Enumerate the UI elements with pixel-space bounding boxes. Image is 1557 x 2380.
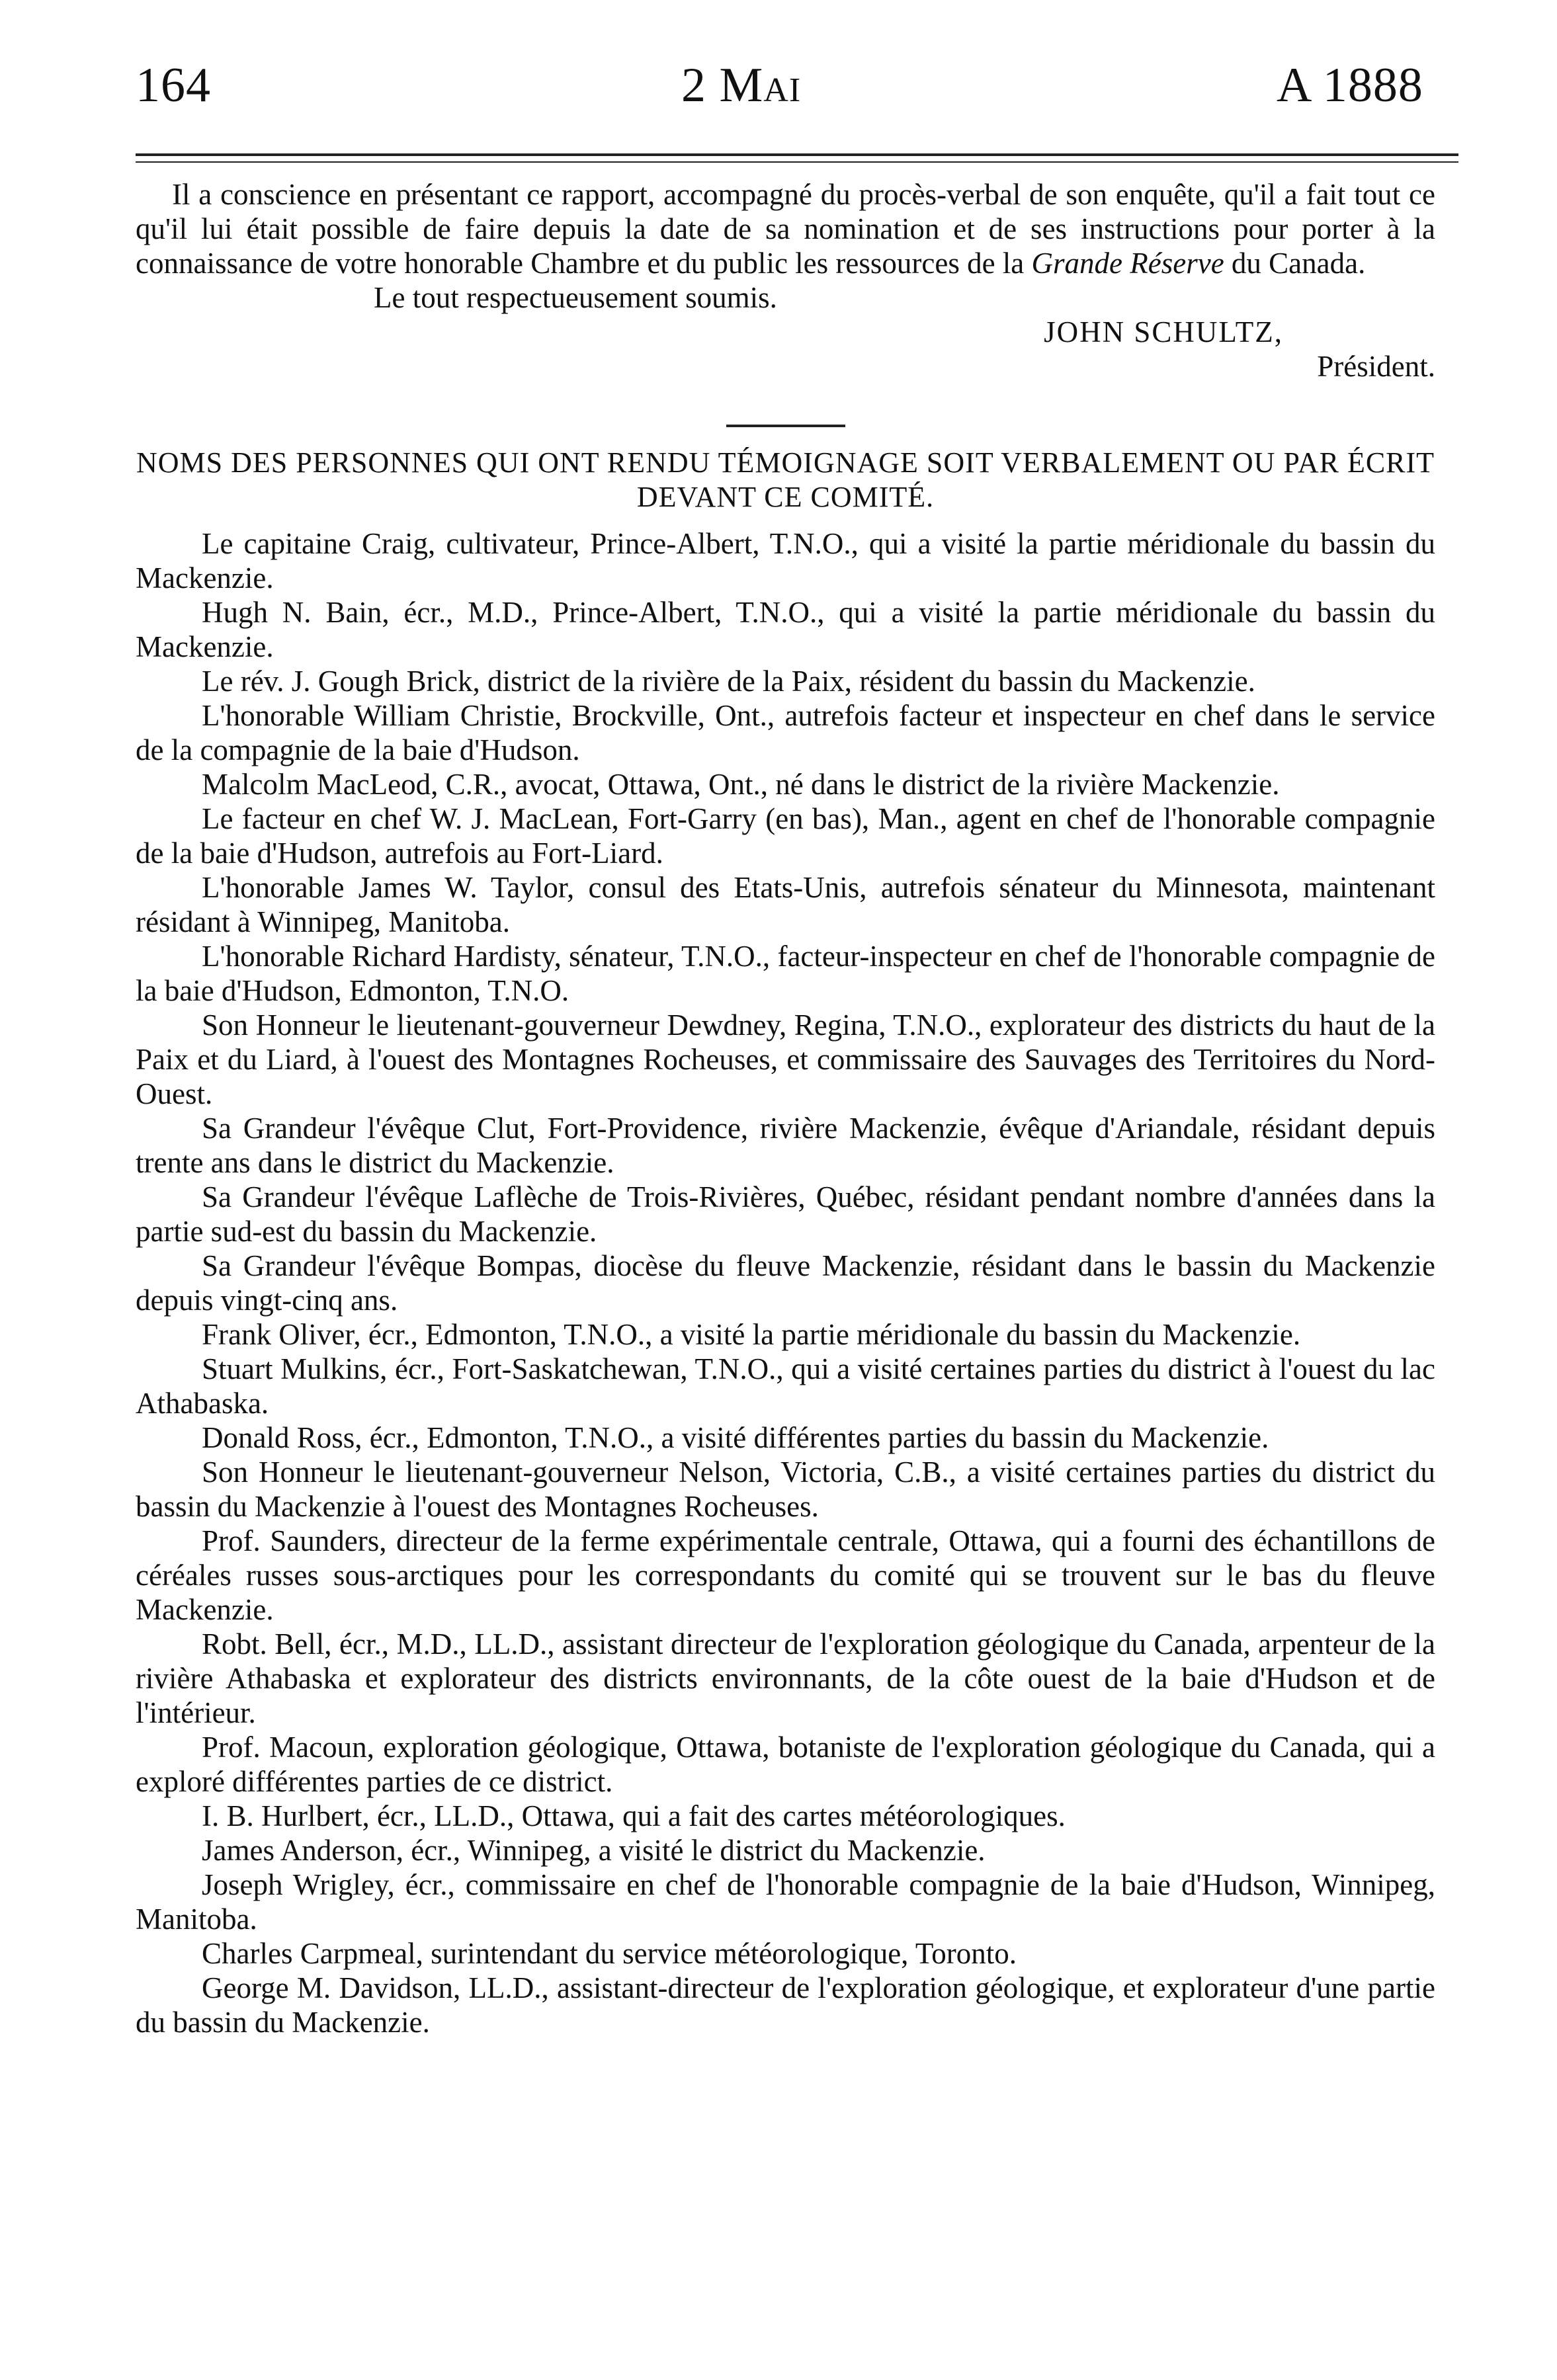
list-item: Charles Carpmeal, surintendant du service météorologique, Toronto. [202, 1937, 1017, 1970]
closing-formula: Le tout respectueusement soumis. [374, 281, 777, 314]
list-item: Donald Ross, écr., Edmonton, T.N.O., a visité différentes parties du bassin du Mackenzie. [202, 1421, 1269, 1454]
signature-title: Président. [1317, 350, 1435, 383]
list-item: Prof. Saunders, directeur de la ferme expérimentale centrale, Ottawa, qui a fourni des échantillons de céréales russes sous-arctiques pour les correspondants du comité qui se trouvent sur le bas du fleuve Mackenzie. [136, 1524, 1435, 1626]
list-item: Son Honneur le lieutenant-gouverneur Nelson, Victoria, C.B., a visité certaines parties du district du bassin du Mackenzie à l'ouest des Montagnes Rocheuses. [136, 1456, 1435, 1523]
list-item: Le rév. J. Gough Brick, district de la rivière de la Paix, résident du bassin du Mackenzie. [202, 665, 1255, 698]
list-item: Le capitaine Craig, cultivateur, Prince-Albert, T.N.O., qui a visité la partie méridionale du bassin du Mackenzie. [136, 527, 1435, 595]
header-double-rule [136, 153, 1458, 163]
list-item: Hugh N. Bain, écr., M.D., Prince-Albert, T.N.O., qui a visité la partie méridionale du bassin du Mackenzie. [136, 596, 1435, 663]
list-item: James Anderson, écr., Winnipeg, a visité le district du Mackenzie. [202, 1834, 986, 1867]
list-item: Frank Oliver, écr., Edmonton, T.N.O., a visité la partie méridionale du bassin du Mackenzie. [202, 1318, 1301, 1351]
page-body [136, 177, 1435, 2039]
list-item: L'honorable William Christie, Brockville, Ont., autrefois facteur et inspecteur en chef dans le service de la compagnie de la baie d'Hudson. [136, 699, 1435, 766]
list-item: Le facteur en chef W. J. MacLean, Fort-Garry (en bas), Man., agent en chef de l'honorable compagnie de la baie d'Hudson, autrefois au Fort-Liard. [136, 802, 1435, 870]
intro-italic-term: Grande Réserve [1031, 247, 1224, 280]
intro-text-part1: Il a conscience en présentant ce rapport, accompagné du procès-verbal de son enquête, qu'il a fait tout ce qu'il lui était possible de faire depuis la date de sa nomination et de ses instructions pour porter à la connaissance de votre honorable Chambre et du public les ressources de la [136, 178, 1435, 280]
list-item: Sa Grandeur l'évêque Laflèche de Trois-Rivières, Québec, résidant pendant nombre d'années dans la partie sud-est du bassin du Mackenzie. [136, 1180, 1435, 1248]
list-item: Malcolm MacLeod, C.R., avocat, Ottawa, Ont., né dans le district de la rivière Mackenzie. [202, 768, 1280, 801]
intro-paragraph [136, 177, 1435, 280]
running-header-year: A 1888 [1277, 58, 1423, 112]
list-item: George M. Davidson, LL.D., assistant-directeur de l'exploration géologique, et explorateur d'une partie du bassin du Mackenzie. [136, 1971, 1435, 2039]
list-item: Sa Grandeur l'évêque Bompas, diocèse du fleuve Mackenzie, résidant dans le bassin du Mackenzie depuis vingt-cinq ans. [136, 1249, 1435, 1317]
list-item: L'honorable Richard Hardisty, sénateur, T.N.O., facteur-inspecteur en chef de l'honorable compagnie de la baie d'Hudson, Edmonton, T.N.O. [136, 940, 1435, 1007]
page-number: 164 [136, 58, 211, 112]
list-item: Joseph Wrigley, écr., commissaire en chef de l'honorable compagnie de la baie d'Hudson, Winnipeg, Manitoba. [136, 1868, 1435, 1936]
list-item: Sa Grandeur l'évêque Clut, Fort-Providence, rivière Mackenzie, évêque d'Ariandale, résidant depuis trente ans dans le district du Mackenzie. [136, 1112, 1435, 1179]
intro-text-part2: du Canada. [1224, 247, 1366, 280]
section-divider [726, 425, 845, 427]
list-item: Son Honneur le lieutenant-gouverneur Dewdney, Regina, T.N.O., explorateur des districts du haut de la Paix et du Liard, à l'ouest des Montagnes Rocheuses, et commissaire des Sauvages des Territoires du Nord-Ouest. [136, 1008, 1435, 1110]
list-item: I. B. Hurlbert, écr., LL.D., Ottawa, qui a fait des cartes météorologiques. [202, 1799, 1066, 1832]
running-header-date: 2 Mai [681, 58, 802, 112]
signature-name: JOHN SCHULTZ, [1044, 315, 1283, 349]
list-item: Robt. Bell, écr., M.D., LL.D., assistant directeur de l'exploration géologique du Canada, arpenteur de la rivière Athabaska et explorateur des districts environnants, de la côte ouest de la baie d'Hudson et de l'intérieur. [136, 1627, 1435, 1729]
section-heading: NOMS DES PERSONNES QUI ONT RENDU TÉMOIGNAGE SOIT VERBALEMENT OU PAR ÉCRIT DEVANT CE COMITÉ. [136, 446, 1435, 513]
list-item: Stuart Mulkins, écr., Fort-Saskatchewan, T.N.O., qui a visité certaines parties du district à l'ouest du lac Athabaska. [136, 1352, 1435, 1420]
witness-list [136, 526, 1435, 2039]
list-item: Prof. Macoun, exploration géologique, Ottawa, botaniste de l'exploration géologique du Canada, qui a exploré différentes parties de ce district. [136, 1731, 1435, 1798]
list-item: L'honorable James W. Taylor, consul des Etats-Unis, autrefois sénateur du Minnesota, maintenant résidant à Winnipeg, Manitoba. [136, 871, 1435, 938]
